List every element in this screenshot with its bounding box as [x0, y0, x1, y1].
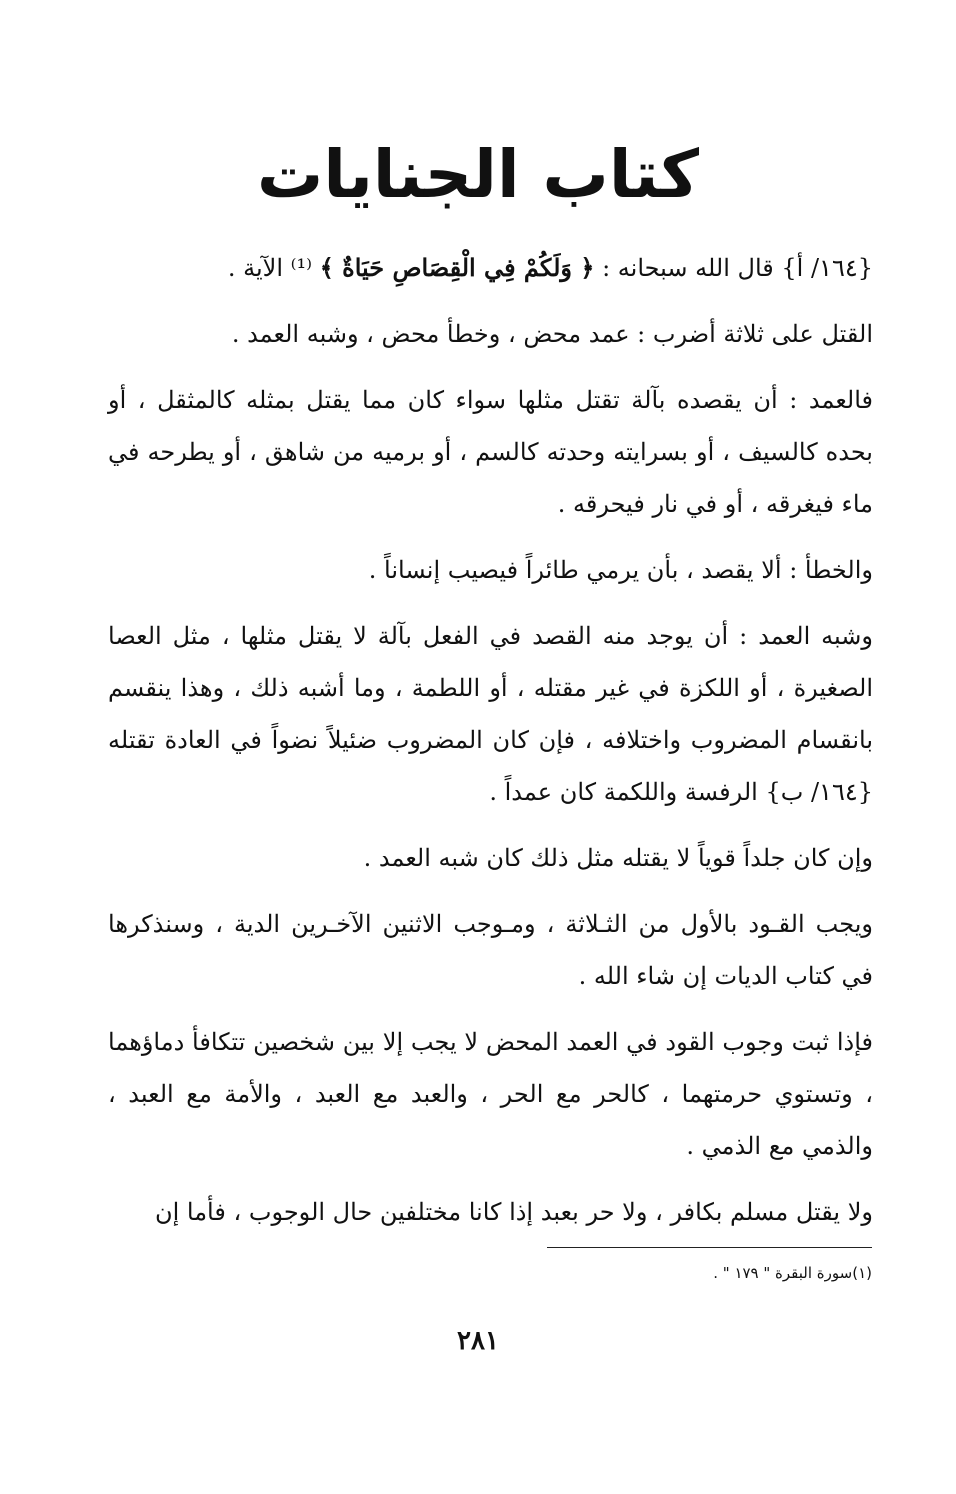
quran-verse: ﴿ وَلَكُمْ فِي الْقِصَاصِ حَيَاةٌ ﴾ [319, 253, 595, 282]
paragraph: ويجب القـود بالأول من الثـلاثة ، ومـوجب الاثنين الآخـرين الدية ، وسنذكرها في كتاب الديات إن شاء الله . [108, 910, 873, 990]
paragraph: ولا يقتل مسلم بكافر ، ولا حر بعبد إذا كانا مختلفين حال الوجوب ، فأما إن [154, 1198, 873, 1226]
footnote-divider [547, 1247, 872, 1248]
verse-suffix: ⁽¹⁾ الآية . [227, 254, 320, 282]
page-number: ٢٨١ [457, 1326, 499, 1356]
paragraph: وإن كان جلداً قوياً لا يقتله مثل ذلك كان شبه العمد . [363, 844, 873, 872]
paragraph: وشبه العمد : أن يوجد منه القصد في الفعل بآلة لا يقتل مثلها ، مثل العصا الصغيرة ، أو اللكزة في غير مقتله ، أو اللطمة ، وما أشبه ذلك ، وهذا ينقسم بانقسام المضروب واختلافه ، فإن كان المضروب ضئيلاً نضواً في العادة تقتله {١٦٤/ ب} الرفسة واللكمة كان عمداً . [108, 622, 873, 806]
paragraph: فإذا ثبت وجوب القود في العمد المحض لا يجب إلا بين شخصين تتكافأ دماؤهما ، وتستوي حرمتهما ، كالحر مع الحر ، والعبد مع العبد ، والأمة مع العبد ، والذمي مع الذمي . [108, 1028, 873, 1160]
verse-intro: {١٦٤/ أ} قال الله سبحانه : [594, 254, 873, 282]
paragraph: فالعمد : أن يقصده بآلة تقتل مثلها سواء كان مما يقتل بمثله كالمثقل ، أو بحده كالسيف ، أو بسرايته وحدته كالسم ، أو برميه من شاهق ، أو يطرحه في ماء فيغرقه ، أو في نار فيحرقه . [108, 386, 873, 518]
paragraph-verse [108, 242, 873, 294]
chapter-title: كتاب الجنايات [257, 136, 699, 213]
paragraph: والخطأ : ألا يقصد ، بأن يرمي طائراً فيصيب إنساناً . [368, 556, 873, 584]
footnote: (١)سورة البقرة " ١٧٩ " . [713, 1264, 872, 1282]
body-text [108, 242, 873, 1252]
paragraph: القتل على ثلاثة أضرب : عمد محض ، وخطأ محض ، وشبه العمد . [231, 320, 873, 348]
